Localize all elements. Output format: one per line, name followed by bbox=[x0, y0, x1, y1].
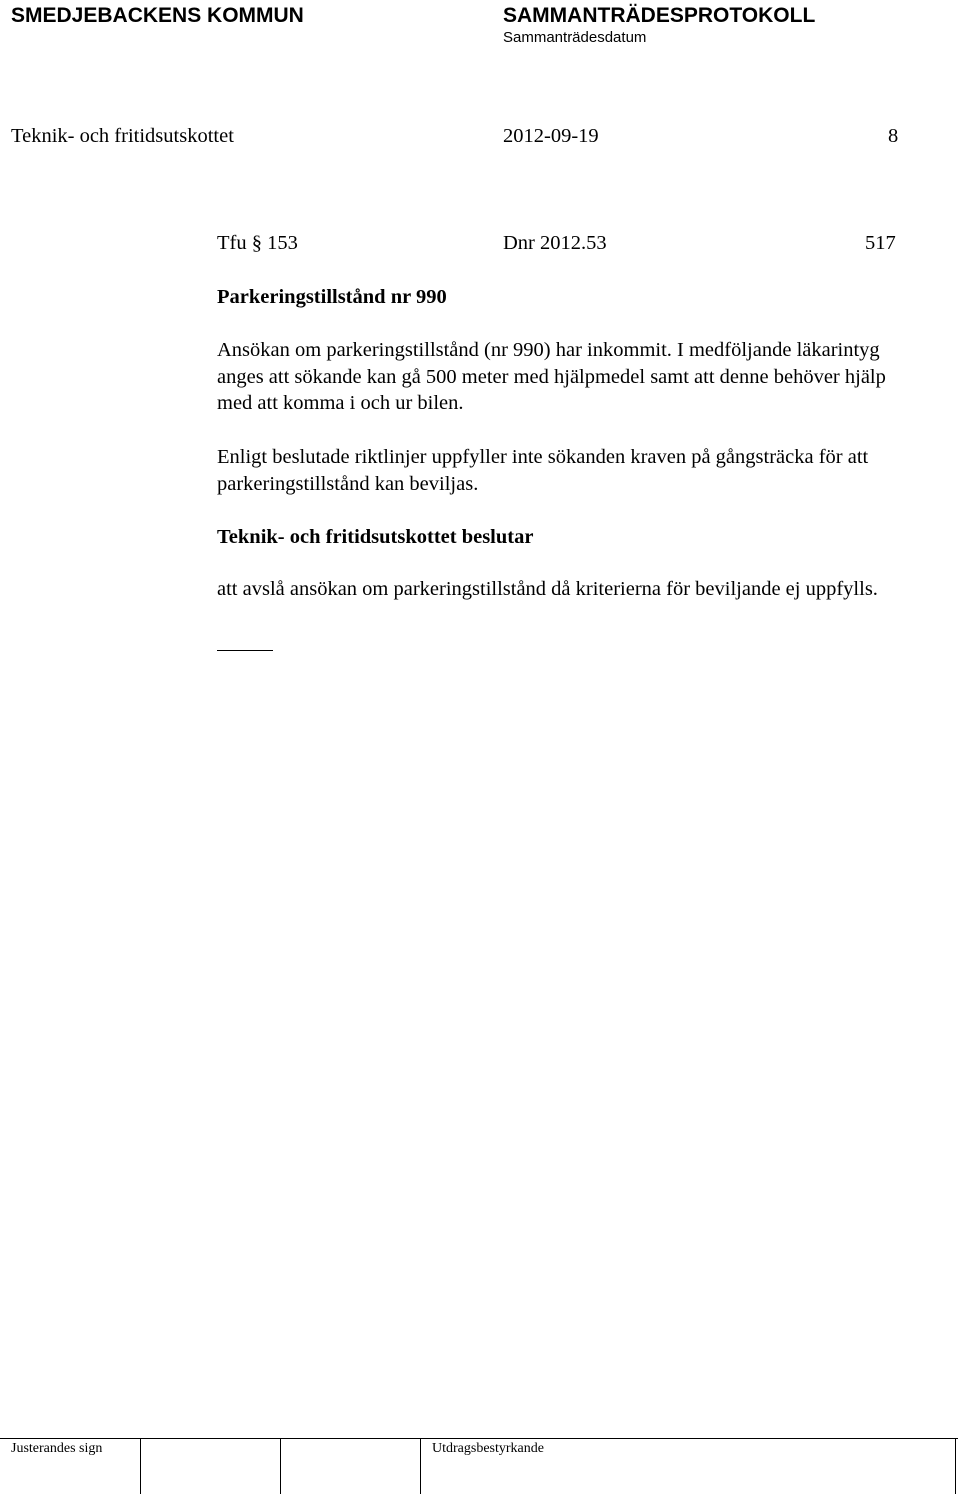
body-paragraph-1: Ansökan om parkeringstillstånd (nr 990) har inkommit. I medföljande läkarintyg anges att sökande kan gå 500 meter med hjälpmedel samt att denne behöver hjälp med att komma i och ur bilen. bbox=[217, 339, 886, 414]
meeting-date: 2012-09-19 bbox=[503, 125, 599, 147]
decision-heading: Teknik- och fritidsutskottet beslutar bbox=[217, 526, 534, 548]
footer-cell-divider bbox=[140, 1439, 141, 1494]
case-title: Parkeringstillstånd nr 990 bbox=[217, 286, 447, 308]
meeting-date-label: Sammanträdesdatum bbox=[503, 29, 647, 46]
footer-cell-divider bbox=[955, 1439, 956, 1494]
page-number: 8 bbox=[888, 125, 899, 147]
section-divider bbox=[217, 650, 273, 651]
adjuster-sign-label: Justerandes sign bbox=[11, 1441, 103, 1456]
footer-cell-divider bbox=[280, 1439, 281, 1494]
footer-rule bbox=[0, 1438, 958, 1439]
diary-number: Dnr 2012.53 bbox=[503, 232, 607, 254]
municipality-name: SMEDJEBACKENS KOMMUN bbox=[11, 4, 304, 27]
footer-cell-divider bbox=[420, 1439, 421, 1494]
body-paragraph-2: Enligt beslutade riktlinjer uppfyller inte sökanden kraven på gångsträcka för att parkeringstillstånd kan beviljas. bbox=[217, 446, 869, 495]
case-paragraph: Tfu § 153 bbox=[217, 232, 298, 254]
extract-certification-label: Utdragsbestyrkande bbox=[432, 1441, 544, 1456]
case-code: 517 bbox=[865, 232, 896, 254]
committee-name: Teknik- och fritidsutskottet bbox=[11, 125, 234, 147]
decision-text: att avslå ansökan om parkeringstillstånd då kriterierna för beviljande ej uppfylls. bbox=[217, 578, 878, 600]
document-type: SAMMANTRÄDESPROTOKOLL bbox=[503, 4, 816, 27]
